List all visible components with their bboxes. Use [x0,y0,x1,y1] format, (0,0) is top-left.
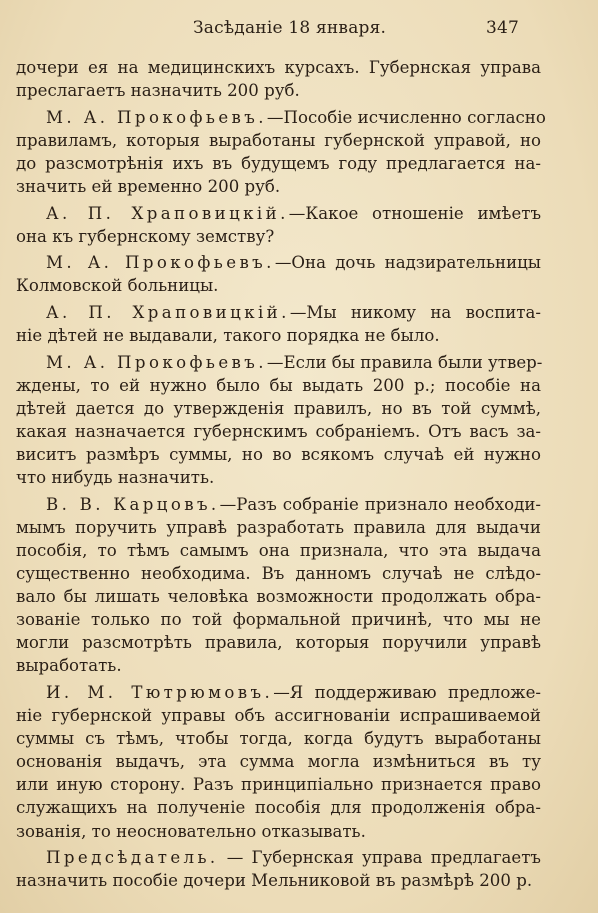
text-line [16,56,541,79]
paragraph-first-line [16,106,546,129]
running-header [0,14,598,44]
text-line [16,539,541,562]
text-line [16,397,541,420]
text-body [16,56,546,892]
paragraph-first-line [16,251,541,274]
line-text: —Какое отношеніе имѣетъ [288,203,541,223]
line-text: она къ губернскому земству? [16,226,275,246]
line-text: преслагаетъ назначить 200 руб. [16,81,300,101]
text-line [16,516,541,539]
text-line [16,796,541,819]
line-text: ждены, то ей нужно было бы выдать 200 р.; пособіе на [16,375,541,395]
line-text: какая назначается губернскимъ собраніемъ. Отъ васъ за- [16,421,541,441]
line-text: —Пособіе исчисленно согласно [266,107,546,127]
text-line [16,654,541,677]
line-text: назначить пособіе дочери Мельниковой въ размѣрѣ 200 р. [16,871,533,891]
line-text: дѣтей дается до утвержденія правилъ, но въ той суммѣ, [16,398,541,418]
line-text: Колмовской больницы. [16,276,219,296]
text-line [16,129,541,152]
speaker-name: М. А. Прокофьевъ. [46,352,267,372]
text-line [16,727,541,750]
line-text: —Разъ собраніе признало необходи- [219,494,541,514]
line-text: —Мы никому на воспита- [289,302,541,322]
paragraph-first-line [16,846,541,869]
line-text: — Губернская управа предлагаетъ [218,848,541,868]
speaker-name: М. А. Прокофьевъ. [46,107,267,127]
header-title: Засѣданіе 18 января. [193,18,387,38]
speaker-name: Предсѣдатель. [46,848,219,868]
text-line [16,324,541,347]
line-text: мымъ поручить управѣ разработать правила для выдачи [16,517,541,537]
text-line [16,820,541,843]
line-text: служащихъ на полученіе пособія для продолженія обра- [16,798,541,818]
text-line [16,420,541,443]
line-text: выработать. [16,656,122,676]
speaker-name: А. П. Храповицкій. [46,203,289,223]
line-text: основанія выдачъ, эта сумма могла измѣниться въ ту [16,752,541,772]
line-text: ніе губернской управы объ ассигнованіи испрашиваемой [16,706,541,726]
speaker-name: М. А. Прокофьевъ. [46,253,275,273]
text-line [16,79,541,102]
line-text: или иную сторону. Разъ принципіально признается право [16,775,541,795]
text-line [16,466,541,489]
line-text: значить ей временно 200 руб. [16,176,281,196]
line-text: дочери ея на медицинскихъ курсахъ. Губернская управа [16,58,541,77]
text-line [16,443,541,466]
line-text: —Она дочь надзирательницы [274,253,542,273]
text-line [16,750,541,773]
paragraph-first-line [16,351,541,374]
line-text: могли разсмотрѣть правила, которыя поручили управѣ [16,633,541,653]
speaker-name: В. В. Карцовъ. [46,494,220,514]
speaker-name: И. М. Тютрюмовъ. [46,682,274,702]
line-text: зованіе только по той формальной причинѣ, что мы не [16,610,541,630]
text-line [16,631,541,654]
speaker-name: А. П. Храповицкій. [46,302,290,322]
text-line [16,152,541,175]
paragraph-first-line [16,493,541,516]
page-number: 347 [486,18,520,38]
line-text: существенно необходима. Въ данномъ случаѣ не слѣдо- [16,563,541,583]
text-line [16,869,541,892]
line-text: вало бы лишать человѣка возможности продолжать обра- [16,587,541,607]
text-line [16,704,541,727]
text-line [16,585,541,608]
paragraph-first-line [16,202,541,225]
paragraph-first-line [16,681,541,704]
text-line [16,562,541,585]
text-line [16,374,541,397]
line-text: зованія, то неосновательно отказывать. [16,821,366,841]
text-line [16,274,541,297]
line-text: виситъ размѣръ суммы, но во всякомъ случаѣ ей нужно [16,445,541,464]
text-line [16,175,541,198]
text-line [16,773,541,796]
line-text: что нибудь назначить. [16,468,215,488]
line-text: до разсмотрѣнія ихъ въ будущемъ году предлагается на- [16,153,541,173]
line-text: правиламъ, которыя выработаны губернской управой, но [16,130,541,150]
paragraph-first-line [16,301,541,324]
line-text: —Я поддерживаю предложе- [273,682,541,702]
line-text: ніе дѣтей не выдавали, такого порядка не было. [16,326,440,346]
text-line [16,225,541,248]
line-text: суммы съ тѣмъ, чтобы тогда, когда будутъ выработаны [16,729,541,749]
line-text: —Если бы правила были утвер- [266,352,543,372]
text-line [16,608,541,631]
line-text: пособія, то тѣмъ самымъ она признала, что эта выдача [16,540,541,560]
